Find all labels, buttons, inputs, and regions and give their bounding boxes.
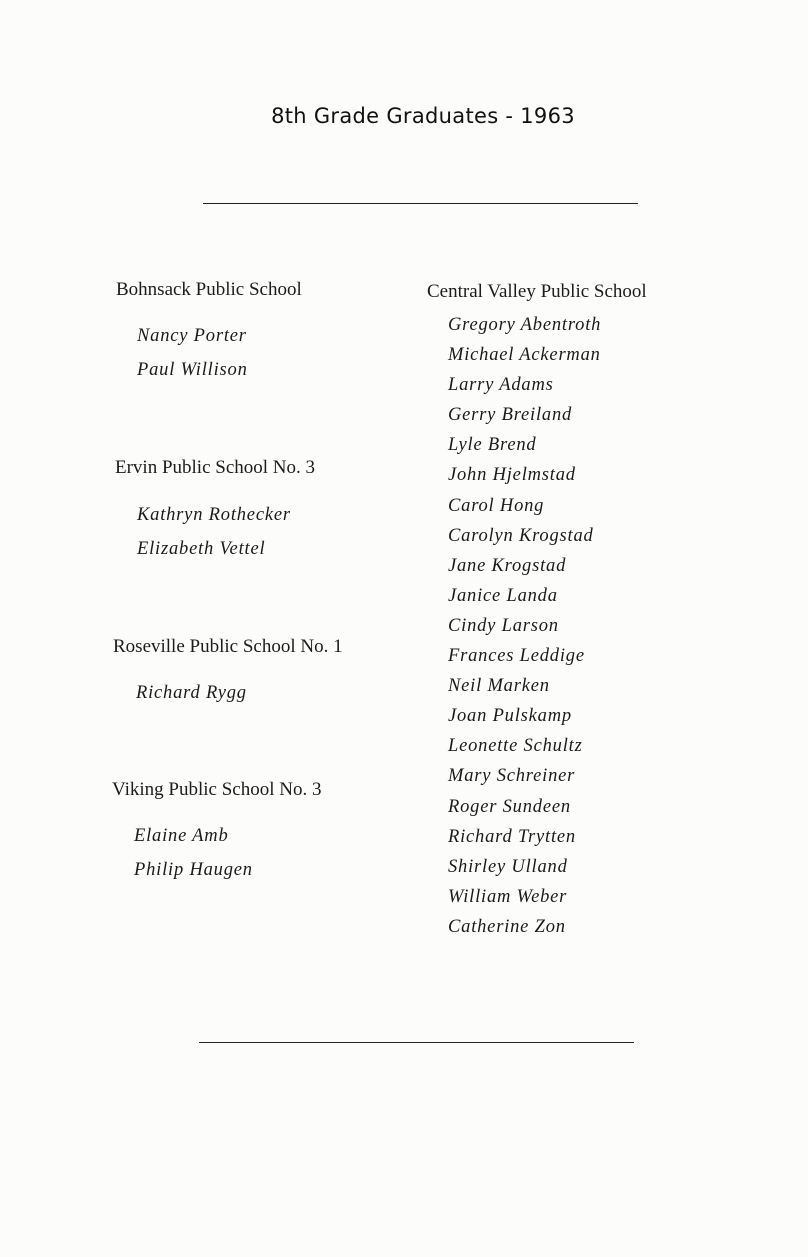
student-name: Cindy Larson: [448, 615, 559, 636]
student-name: Philip Haugen: [134, 860, 253, 880]
student-name: Nancy Porter: [137, 326, 247, 346]
school-heading-viking: Viking Public School No. 3: [112, 779, 322, 800]
student-name: Shirley Ulland: [448, 856, 568, 877]
student-name: Carol Hong: [448, 495, 545, 516]
school-heading-bohnsack: Bohnsack Public School: [116, 279, 302, 300]
student-list-bohnsack: [137, 319, 248, 387]
student-name: Michael Ackerman: [448, 345, 601, 366]
student-name: Gregory Abentroth: [448, 315, 602, 335]
student-name: Catherine Zon: [448, 916, 566, 937]
student-name: Carolyn Krogstad: [448, 525, 594, 546]
student-list-ervin: [137, 498, 291, 566]
student-name: Gerry Breiland: [448, 405, 573, 426]
student-list-viking: [134, 819, 253, 887]
student-name: Richard Rygg: [136, 683, 247, 703]
student-name: Frances Leddige: [448, 646, 585, 667]
student-list-roseville: [136, 676, 247, 710]
student-name: John Hjelmstad: [448, 465, 576, 486]
student-name: Joan Pulskamp: [448, 706, 572, 727]
student-name: Neil Marken: [448, 676, 550, 697]
bottom-divider: [199, 1042, 634, 1043]
student-name: Leonette Schultz: [448, 736, 583, 757]
student-list-central-valley: [448, 310, 601, 942]
student-name: Roger Sundeen: [448, 796, 571, 817]
student-name: Elizabeth Vettel: [137, 539, 266, 559]
school-heading-ervin: Ervin Public School No. 3: [115, 457, 316, 478]
student-name: Janice Landa: [448, 585, 558, 606]
student-name: Mary Schreiner: [448, 766, 576, 787]
student-name: William Weber: [448, 886, 568, 907]
top-divider: [203, 203, 638, 204]
school-heading-roseville: Roseville Public School No. 1: [113, 636, 343, 657]
school-heading-central-valley: Central Valley Public School: [427, 281, 647, 302]
student-name: Larry Adams: [448, 375, 554, 396]
page-title: 8th Grade Graduates - 1963: [271, 104, 575, 128]
student-name: Kathryn Rothecker: [137, 505, 291, 525]
student-name: Elaine Amb: [134, 826, 229, 846]
student-name: Paul Willison: [137, 360, 248, 380]
student-name: Lyle Brend: [448, 435, 537, 456]
student-name: Jane Krogstad: [448, 555, 567, 576]
student-name: Richard Trytten: [448, 826, 576, 847]
